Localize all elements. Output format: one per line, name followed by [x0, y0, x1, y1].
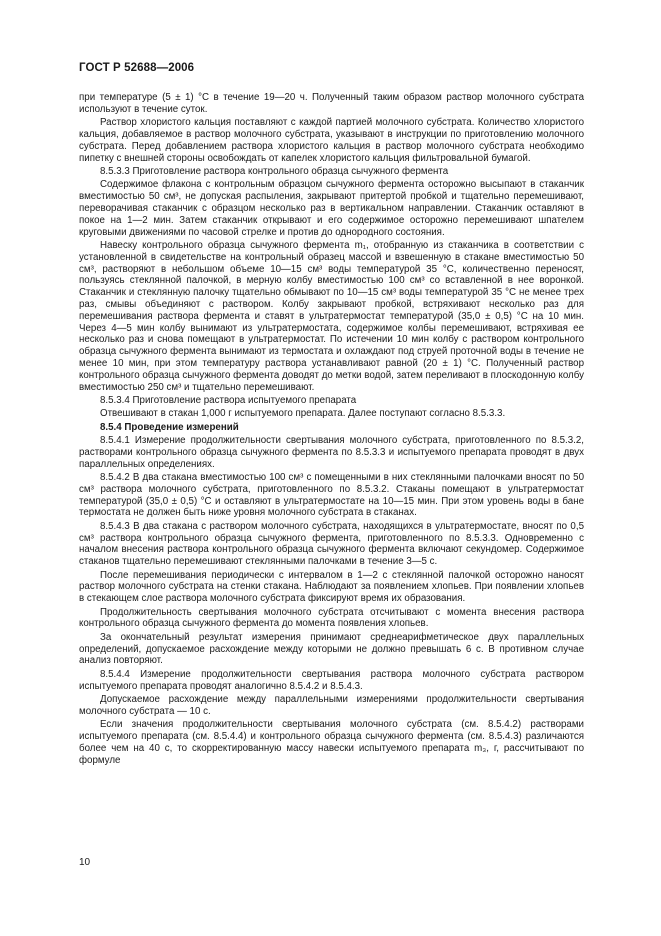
paragraph: 8.5.4 Проведение измерений: [100, 421, 239, 433]
paragraph: Допускаемое расхождение между параллельными измерениями продолжительности свертывания молочного субстрата — 10 с.: [79, 693, 584, 717]
paragraph: Отвешивают в стакан 1,000 г испытуемого препарата. Далее поступают согласно 8.5.3.3.: [100, 408, 506, 420]
paragraph: Продолжительность свертывания молочного субстрата отсчитывают с момента внесения раствора контрольного образца сычужного фермента до момента появления хлопьев.: [79, 606, 584, 630]
paragraph: 8.5.4.3 В два стакана с раствором молочного субстрата, находящихся в ультратермостате, вносят по 0,5 см³ раствора контрольного образца сычужного фермента, приготовленного по 8.5.3.3. Одновременно с началом внесения раствора контрольного образца сычужного фермента включают секундомер. Содержимое стаканов тщательно перемешивают стеклянными палочками в течение 3—5 с.: [79, 520, 584, 568]
paragraph: Если значения продолжительности свертывания молочного субстрата (см. 8.5.4.2) растворами испытуемого препарата (см. 8.5.4.4) и контрольного образца сычужного фермента (см. 8.5.4.3) различаются более чем на 40 с, то скорректированную массу навески испытуемого препарата m₃, г, рассчитывают по формуле: [79, 719, 584, 766]
paragraph: За окончательный результат измерения принимают среднеарифметическое двух параллельных определений, допускаемое расхождение между которыми не должно превышать 6 с. В противном случае анализ повторяют.: [79, 631, 584, 667]
paragraph: при температуре (5 ± 1) °С в течение 19—20 ч. Полученный таким образом раствор молочного субстрата используют в течение суток.: [79, 92, 584, 115]
paragraph: 8.5.4.1 Измерение продолжительности свертывания молочного субстрата, приготовленного по 8.5.3.2, растворами контрольного образца сычужного фермента по 8.5.3.3 и испытуемого препарата проводят в двух параллельных определениях.: [79, 435, 584, 470]
document-body: [79, 92, 584, 768]
page-number: 10: [79, 857, 91, 868]
paragraph: 8.5.4.2 В два стакана вместимостью 100 см³ с помещенными в них стеклянными палочками вносят по 50 см³ раствора молочного субстрата, приготовленного по 8.5.3.2. Стаканы помещают в ультратермостат температурой (35,0 ± 0,5) °С и оставляют в ультратермостате на 10—15 мин. При этом уровень воды в бане термостата не должен быть ниже уровня молочного субстрата в стаканах.: [79, 472, 584, 519]
paragraph: Навеску контрольного образца сычужного фермента m₁, отобранную из стаканчика в соответствии с установленной в свидетельстве на контрольный образец массой и взвешенную в стакане вместимостью 50 см³, растворяют в небольшом объеме 10—15 см³ воды температурой 35 °С, количественно переносят, пользуясь стеклянной палочкой, в мерную колбу вместимостью 100 см³ со вставленной в нее воронкой. Стаканчик и стеклянную палочку тщательно обмывают по 10—15 см³ воды температурой 35 °С не менее трех раз, смывы объединяют с раствором. Колбу закрывают пробкой, встряхивают несколько раз для перемешивания раствора фермента и ставят в ультратермостат температурой (35,0 ± 0,5) °С на 10 мин. Через 4—5 мин колбу вынимают из ультратермостата, содержимое колбы перемешивают, встряхивая ее несколько раз и снова помещают в ультратермостат. По истечении 10 мин колбу с раствором контрольного образца сычужного фермента вынимают из термостата и охлаждают под струей проточной воды в течение не менее 10 мин, при этом температуру раствора устанавливают равной (20 ± 1) °С. Полученный раствор контрольного образца сычужного фермента доводят до метки водой, затем переливают в плоскодонную колбу вместимостью 250 см³ и тщательно перемешивают.: [79, 239, 584, 393]
paragraph: После перемешивания периодически с интервалом в 1—2 с стеклянной палочкой осторожно наносят раствор молочного субстрата на стенки стакана. Наблюдают за появлением хлопьев. При появлении хлопьев в стекающем слое раствора молочного субстрата фиксируют время их образования.: [79, 569, 584, 605]
paragraph: 8.5.3.3 Приготовление раствора контрольного образца сычужного фермента: [100, 165, 449, 177]
paragraph: Содержимое флакона с контрольным образцом сычужного фермента осторожно высыпают в стаканчик вместимостью 50 см³, не допуская распыления, закрывают притертой пробкой и тщательно перемешивают, переворачивая стаканчик с образцом несколько раз в вертикальном направлении. Стаканчик оставляют в покое на 1—2 мин. Затем стаканчик открывают и его содержимое осторожно перемешивают шпателем круговыми движениями по часовой стрелке и против до однородного состояния.: [79, 179, 584, 238]
document-header: ГОСТ Р 52688—2006: [79, 62, 195, 74]
paragraph: 8.5.4.4 Измерение продолжительности свертывания раствора молочного субстрата раствором испытуемого препарата проводят аналогично 8.5.4.2 и 8.5.4.3.: [79, 668, 584, 692]
paragraph: 8.5.3.4 Приготовление раствора испытуемого препарата: [100, 394, 357, 406]
paragraph: Раствор хлористого кальция поставляют с каждой партией молочного субстрата. Количество хлористого кальция, добавляемое в раствор молочного субстрата, указывают в инструкции по приготовлению молочного субстрата. Перед добавлением раствора хлористого кальция в раствор молочного субстрата необходимо пипетку с внешней стороны освобождать от капелек хлористого кальция фильтровальной бумагой.: [79, 117, 584, 164]
